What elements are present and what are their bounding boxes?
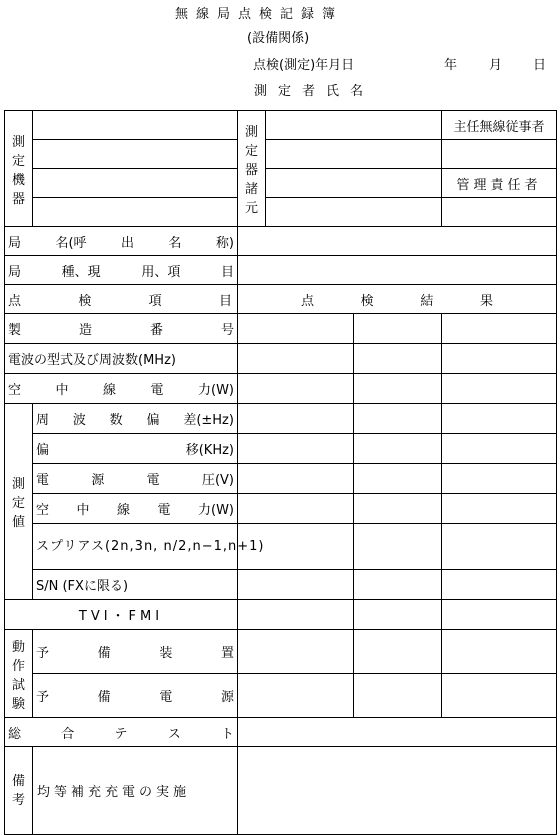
supply-voltage-field-3[interactable] (442, 464, 557, 494)
specs-label: 測 定 器 諸 元 (238, 111, 266, 227)
emission-label: 電波の型式及び周波数(MHz) (5, 344, 238, 374)
manager-field[interactable] (442, 198, 557, 227)
serial-no-field-3[interactable] (442, 314, 557, 344)
station-name-field[interactable] (238, 227, 557, 256)
antenna-power-meas-field-3[interactable] (442, 494, 557, 524)
freq-deviation-fields[interactable] (238, 404, 442, 434)
station-name-label: 局 名(呼 出 名 称) (5, 227, 238, 256)
check-result-header: 点 検 結 果 (238, 285, 557, 314)
equipment-field-4[interactable] (33, 198, 238, 227)
backup-power-field-3[interactable] (442, 674, 557, 718)
deviation-fields[interactable] (238, 434, 442, 464)
equipment-field-2[interactable] (33, 140, 238, 169)
date-month-label: 月 (489, 58, 503, 73)
serial-no-fields[interactable] (238, 314, 442, 344)
backup-power-fields[interactable] (238, 674, 442, 718)
manager-label: 管理責任者 (442, 169, 557, 198)
tvi-label: TVI・FMI (5, 600, 238, 630)
emission-fields[interactable] (238, 344, 442, 374)
antenna-power-meas-fields[interactable] (238, 494, 442, 524)
tvi-fields[interactable] (238, 600, 442, 630)
freq-deviation-field-3[interactable] (442, 404, 557, 434)
emission-field-3[interactable] (442, 344, 557, 374)
overall-test-label: 総 合 テ ス ト (5, 718, 238, 747)
equalize-charge-label: 均等補充充電の実施 (33, 747, 238, 835)
page-subtitle: (設備関係) (247, 31, 310, 46)
antenna-power-fields[interactable] (238, 374, 442, 404)
inspector-label: 測定者氏名 (254, 84, 375, 99)
backup-equipment-field-3[interactable] (442, 630, 557, 674)
supply-voltage-label: 電 源 電 圧(V) (33, 464, 238, 494)
spurious-field-3[interactable] (442, 524, 557, 570)
serial-no-label: 製 造 番 号 (5, 314, 238, 344)
spurious-fields[interactable] (238, 524, 442, 570)
freq-deviation-label: 周 波 数 偏 差(±Hz) (33, 404, 238, 434)
backup-power-label: 予 備 電 源 (33, 674, 238, 718)
page-title: 無線局点検記録簿 (175, 7, 344, 22)
remarks-field[interactable] (238, 747, 557, 835)
sn-fields[interactable] (238, 570, 442, 600)
measured-values-label: 測 定 値 (5, 404, 33, 600)
operation-test-label: 動 作 試 験 (5, 630, 33, 718)
deviation-label: 偏 移(KHz) (33, 434, 238, 464)
supply-voltage-fields[interactable] (238, 464, 442, 494)
station-type-label: 局 種、現 用、項 目 (5, 256, 238, 285)
inspection-form (4, 110, 557, 835)
chief-operator-field[interactable] (442, 140, 557, 169)
spurious-label: スプリアス(2n,3n, n/2,n−1,n+1) (33, 524, 238, 570)
overall-test-field[interactable] (238, 718, 557, 747)
measure-equipment-label: 測 定 機 器 (5, 111, 33, 227)
deviation-field-3[interactable] (442, 434, 557, 464)
specs-field-4[interactable] (266, 198, 442, 227)
antenna-power-meas-label: 空 中 線 電 力(W) (33, 494, 238, 524)
antenna-power-label: 空 中 線 電 力(W) (5, 374, 238, 404)
date-year-label: 年 (444, 58, 458, 73)
chief-operator-label: 主任無線従事者 (442, 111, 557, 140)
date-label: 点検(測定)年月日 (253, 58, 355, 73)
specs-field-3[interactable] (266, 169, 442, 198)
equipment-field-1[interactable] (33, 111, 238, 140)
antenna-power-field-3[interactable] (442, 374, 557, 404)
sn-label: S/N (FXに限る) (33, 570, 238, 600)
specs-field-2[interactable] (266, 140, 442, 169)
equipment-field-3[interactable] (33, 169, 238, 198)
remarks-label: 備 考 (5, 747, 33, 835)
specs-field-1[interactable] (266, 111, 442, 140)
check-item-header: 点 検 項 目 (5, 285, 238, 314)
backup-equipment-label: 予 備 装 置 (33, 630, 238, 674)
tvi-field-3[interactable] (442, 600, 557, 630)
sn-field-3[interactable] (442, 570, 557, 600)
backup-equipment-fields[interactable] (238, 630, 442, 674)
date-day-label: 日 (533, 58, 547, 73)
station-type-field[interactable] (238, 256, 557, 285)
